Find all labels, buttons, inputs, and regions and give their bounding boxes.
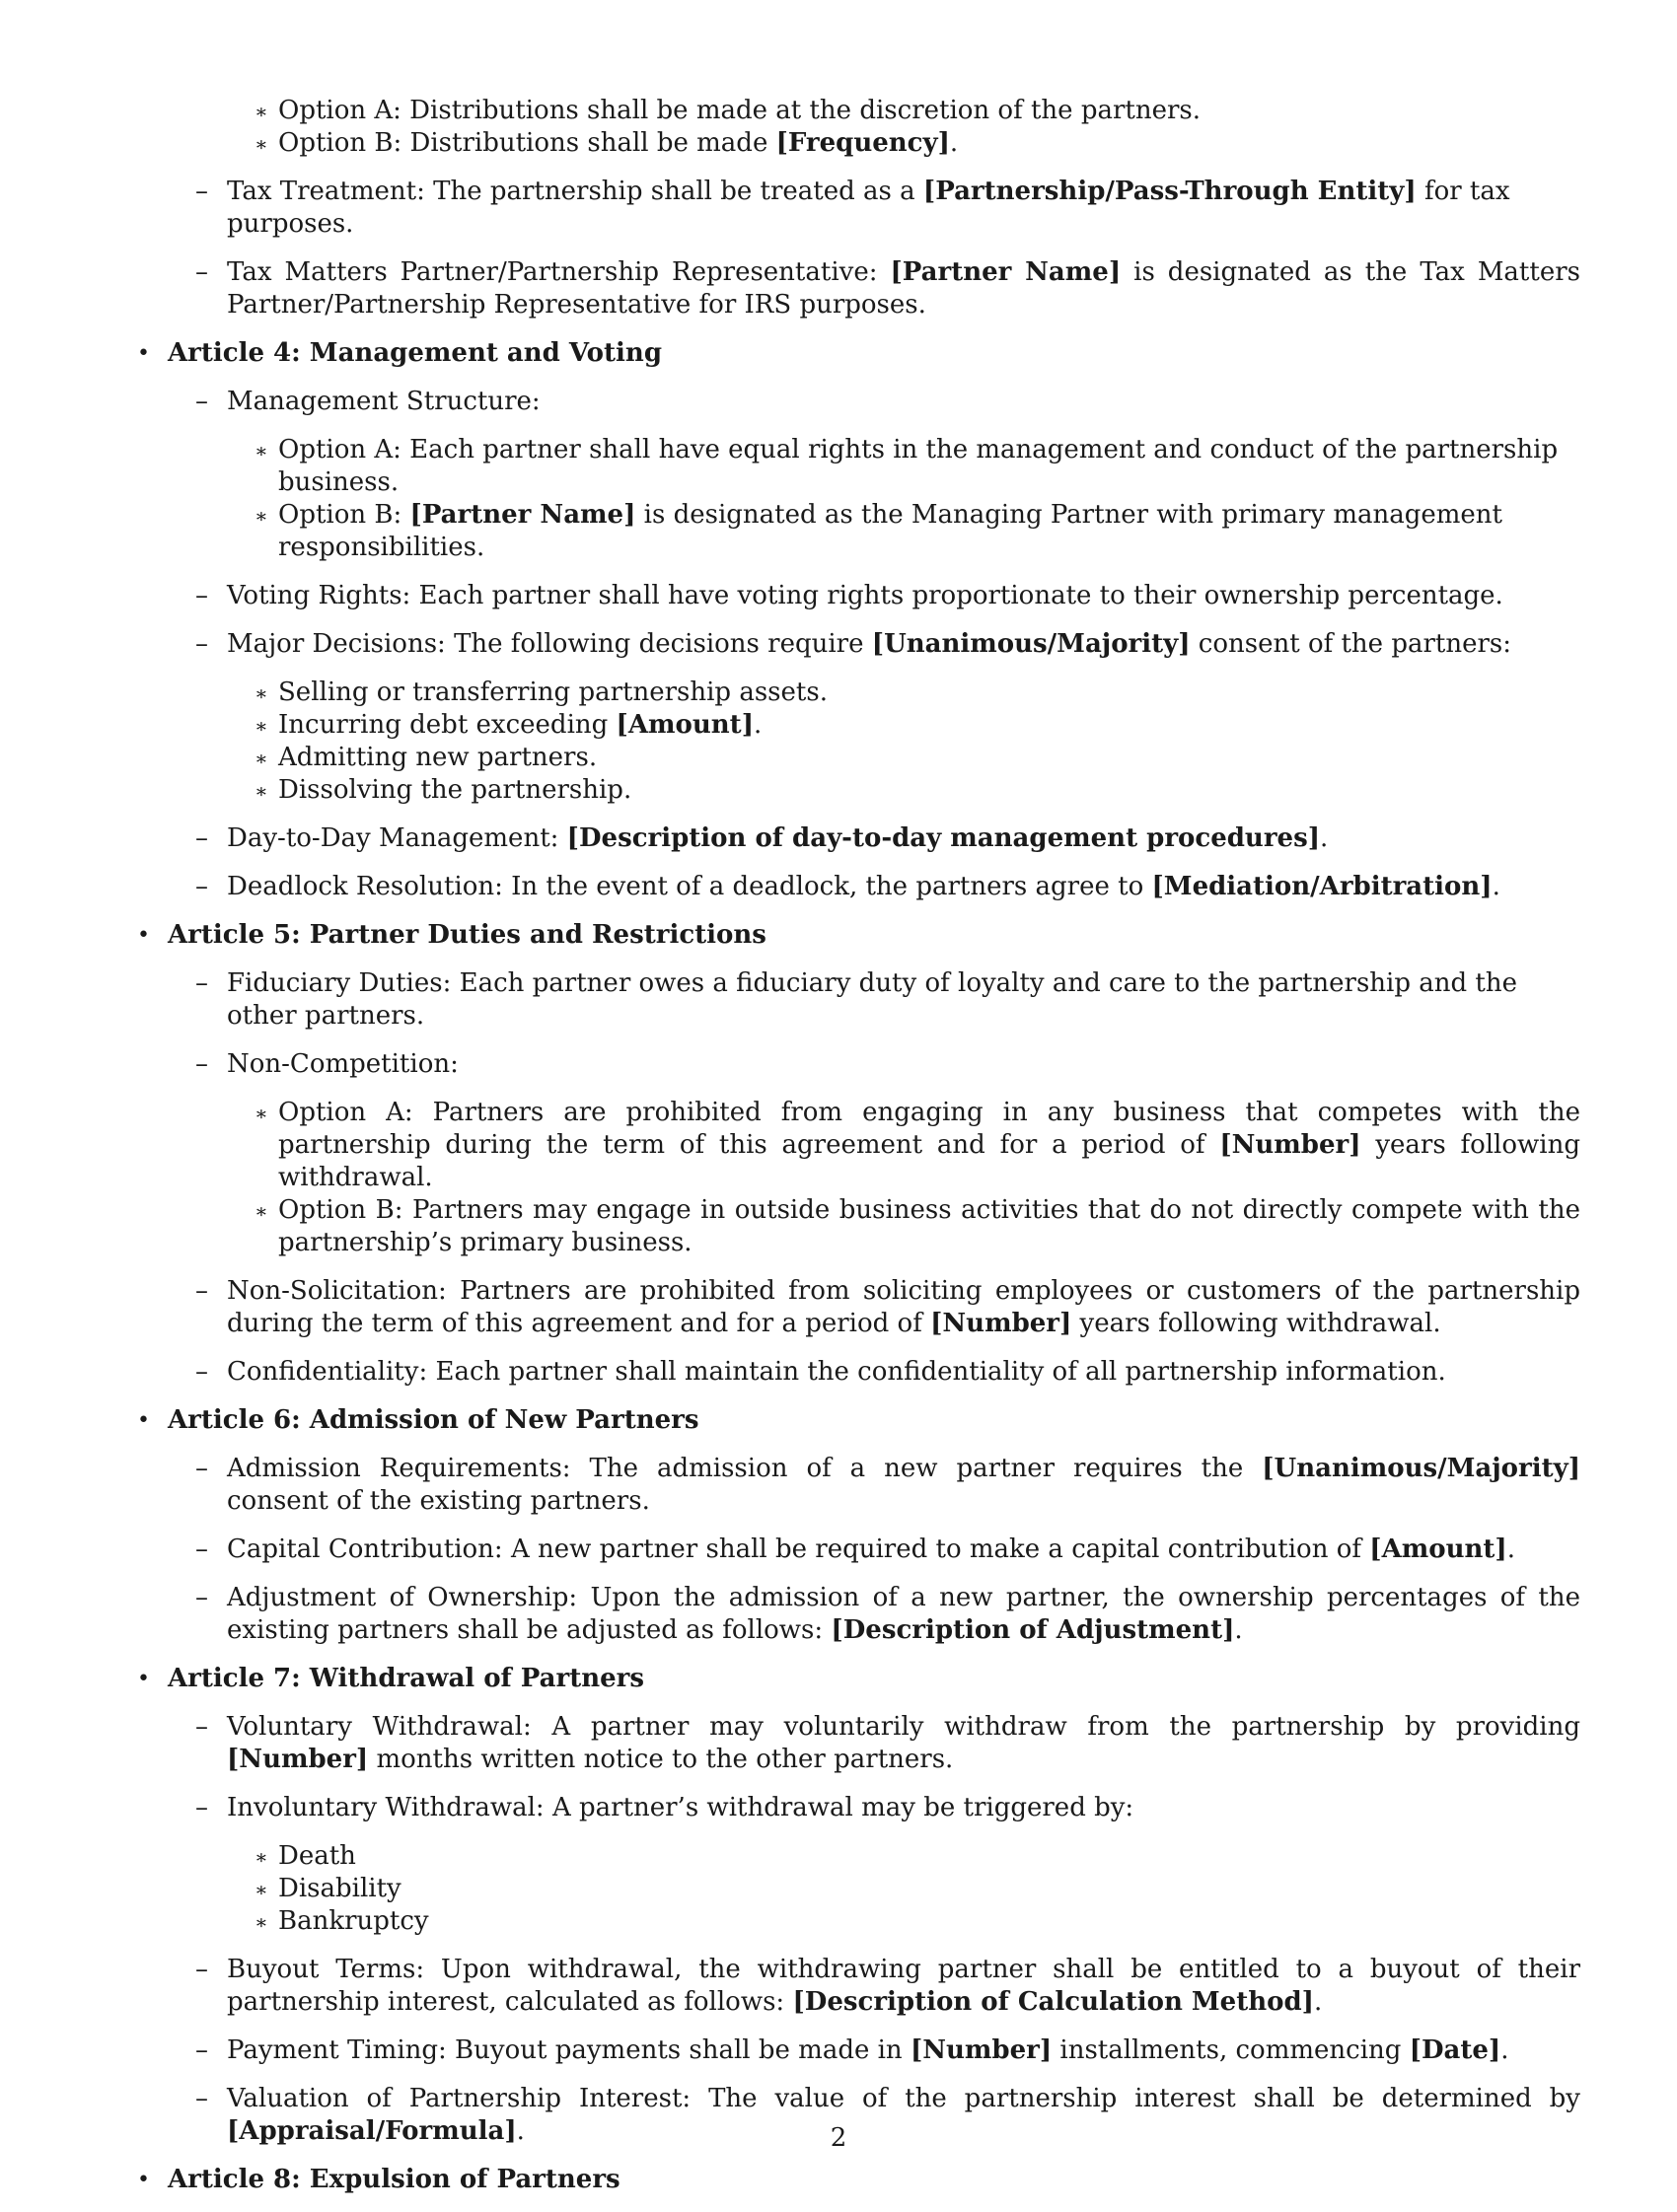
- placeholder-field: [Date]: [1409, 2035, 1501, 2065]
- sub-list-item: ∗ Option A: Each partner shall have equal rights in the management and conduct of the partnership business.: [255, 435, 1559, 497]
- bullet-icon: •: [137, 341, 150, 366]
- placeholder-field: [Number]: [930, 1309, 1072, 1338]
- article-title: Article 7: Withdrawal of Partners: [168, 1664, 644, 1693]
- page-number: 2: [830, 2123, 847, 2153]
- list-item: – Major Decisions: The following decisions require [Unanimous/Majority] consent of the partners: ∗ Selling or transferring partnership assets. ∗ Incurring debt exceeding [Amount]. ∗ Admitting new partners. ∗ Dissolving the partnership.: [168, 628, 1580, 807]
- placeholder-field: [Description of Calculation Method]: [792, 1987, 1314, 2017]
- placeholder-field: [Number]: [910, 2035, 1053, 2065]
- sub-list: [227, 1097, 1580, 1259]
- list-item: – Deadlock Resolution: In the event of a deadlock, the partners agree to [Mediation/Arbitration].: [195, 872, 1500, 901]
- asterisk-bullet-icon: ∗: [255, 504, 268, 528]
- asterisk-bullet-icon: ∗: [255, 1878, 268, 1901]
- option-text: Option A: Distributions shall be made at the discretion of the partners.: [278, 96, 1202, 125]
- list-item: – Admission Requirements: The admission of a new partner requires the [Unanimous/Majority] consent of the existing partners.: [195, 1454, 1580, 1516]
- sub-list-item: ∗ Dissolving the partnership.: [227, 774, 1580, 807]
- asterisk-bullet-icon: ∗: [255, 714, 268, 738]
- option-item: ∗ Option B: Distributions shall be made [Frequency].: [227, 127, 1580, 160]
- dash-bullet-icon: –: [195, 1357, 208, 1387]
- document-page: [134, 97, 1580, 2212]
- placeholder-field: [Amount]: [1369, 1534, 1507, 1564]
- dash-bullet-icon: –: [195, 968, 208, 998]
- list-item: – Day-to-Day Management: [Description of day-to-day management procedures].: [195, 823, 1329, 853]
- asterisk-bullet-icon: ∗: [255, 1199, 268, 1223]
- placeholder-field: [Number]: [227, 1745, 369, 1774]
- placeholder-field: [Partner Name]: [890, 257, 1122, 287]
- asterisk-bullet-icon: ∗: [255, 1102, 268, 1125]
- sub-list-item: ∗ Disability: [227, 1873, 1580, 1905]
- list-item: – Voluntary Withdrawal: A partner may voluntarily withdraw from the partnership by providing [Number] months written notice to the other partners.: [195, 1712, 1580, 1774]
- article-continuation: [134, 95, 1580, 321]
- dash-bullet-icon: –: [195, 2084, 208, 2113]
- placeholder-field: [Appraisal/Formula]: [227, 2116, 517, 2146]
- article-items: [168, 386, 1580, 903]
- placeholder-field: [Unanimous/Majority]: [1262, 1454, 1580, 1483]
- dash-bullet-icon: –: [195, 1454, 208, 1483]
- article-8: [134, 2164, 1580, 2196]
- asterisk-bullet-icon: ∗: [255, 1845, 268, 1869]
- sub-list-item: ∗ Admitting new partners.: [227, 742, 1580, 774]
- placeholder-field: [Description of Adjustment]: [831, 1615, 1235, 1645]
- distribution-options-item: [168, 95, 1580, 160]
- article-items: [168, 1711, 1580, 2148]
- dash-bullet-icon: –: [195, 2035, 208, 2065]
- dash-bullet-icon: –: [195, 387, 208, 416]
- list-item: – Buyout Terms: Upon withdrawal, the withdrawing partner shall be entitled to a buyout of their partnership interest, calculated as follows: [Description of Calculation Method].: [195, 1955, 1580, 2017]
- sub-list-item: ∗ Selling or transferring partnership assets.: [227, 677, 1580, 709]
- article-5: [134, 919, 1580, 1389]
- list-item: – Confidentiality: Each partner shall maintain the confidentiality of all partnership information.: [195, 1357, 1446, 1387]
- distribution-options: [227, 95, 1580, 160]
- list-item: – Involuntary Withdrawal: A partner’s withdrawal may be triggered by: ∗ Death ∗ Disability ∗ Bankruptcy: [168, 1792, 1580, 1938]
- sub-list-item: ∗ Bankruptcy: [227, 1905, 1580, 1938]
- dash-bullet-icon: –: [195, 1712, 208, 1742]
- dash-bullet-icon: –: [195, 581, 208, 610]
- continuation-items: [168, 95, 1580, 321]
- asterisk-bullet-icon: ∗: [255, 439, 268, 463]
- tax-matters-partner-item: – Tax Matters Partner/Partnership Representative: [Partner Name] is designated as the Tax Matters Partner/Partnership Representative for IRS purposes.: [195, 257, 1580, 320]
- article-6: [134, 1404, 1580, 1647]
- list-item: – Non-Competition: ∗ Option A: Partners are prohibited from engaging in any business that competes with the partnership during the term of this agreement and for a period of [Number] years following withdrawal. ∗ Option B: Partners may engage in outside business activities that do not directly compete with the partnership’s primary business.: [195, 1049, 1580, 1257]
- sub-list-item: ∗ Option B: [Partner Name] is designated as the Managing Partner with primary management responsibilities.: [255, 500, 1502, 562]
- list-item: – Fiduciary Duties: Each partner owes a fiduciary duty of loyalty and care to the partnership and the other partners.: [195, 968, 1518, 1031]
- dash-bullet-icon: –: [195, 1583, 208, 1612]
- list-item: – Management Structure: ∗ Option A: Each partner shall have equal rights in the management and conduct of the partnership business. ∗ Option B: [Partner Name] is designated as the Managing Partner with primary management responsibilities.: [168, 386, 1580, 564]
- placeholder-field: [Partnership/Pass-Through Entity]: [922, 177, 1417, 206]
- placeholder-field: [Description of day-to-day management procedures]: [566, 823, 1321, 853]
- asterisk-bullet-icon: ∗: [255, 747, 268, 770]
- sub-list-item: ∗ Option A: Partners are prohibited from engaging in any business that competes with the partnership during the term of this agreement and for a period of [Number] years following withdrawal.: [255, 1098, 1580, 1192]
- list-item: – Voting Rights: Each partner shall have voting rights proportionate to their ownership percentage.: [195, 581, 1503, 610]
- dash-bullet-icon: –: [195, 257, 208, 287]
- dash-bullet-icon: –: [195, 1793, 208, 1822]
- sub-list-item: ∗ Option B: Partners may engage in outside business activities that do not directly compete with the partnership’s primary business.: [255, 1195, 1580, 1257]
- placeholder-field: [Partner Name]: [409, 500, 636, 530]
- dash-bullet-icon: –: [195, 1955, 208, 1984]
- article-title: Article 8: Expulsion of Partners: [168, 2165, 620, 2194]
- placeholder-field: [Mediation/Arbitration]: [1151, 872, 1493, 901]
- asterisk-bullet-icon: ∗: [255, 1910, 268, 1934]
- placeholder-field: [Unanimous/Majority]: [871, 629, 1191, 659]
- article-items: [168, 1453, 1580, 1647]
- article-7: [134, 1663, 1580, 2148]
- sub-list: [227, 434, 1580, 564]
- placeholder-field: [Number]: [1219, 1130, 1361, 1160]
- dash-bullet-icon: –: [195, 1049, 208, 1079]
- list-item: – Payment Timing: Buyout payments shall be made in [Number] installments, commencing [Date].: [195, 2035, 1509, 2065]
- list-item: – Adjustment of Ownership: Upon the admission of a new partner, the ownership percentages of the existing partners shall be adjusted as follows: [Description of Adjustment].: [195, 1583, 1580, 1645]
- bullet-icon: •: [137, 1408, 150, 1433]
- dash-bullet-icon: –: [195, 177, 208, 206]
- placeholder-field: [Amount]: [616, 710, 754, 740]
- article-4: [134, 337, 1580, 903]
- list-item: – Capital Contribution: A new partner shall be required to make a capital contribution of [Amount].: [195, 1534, 1515, 1564]
- dash-bullet-icon: –: [195, 823, 208, 853]
- asterisk-bullet-icon: ∗: [255, 779, 268, 803]
- dash-bullet-icon: –: [195, 629, 208, 659]
- sub-list-item: ∗ Death: [227, 1840, 1580, 1873]
- asterisk-bullet-icon: ∗: [255, 132, 268, 156]
- sub-list-item: ∗ Incurring debt exceeding [Amount].: [227, 709, 1580, 742]
- bullet-icon: •: [137, 2168, 150, 2192]
- tax-treatment-item: – Tax Treatment: The partnership shall be treated as a [Partnership/Pass-Through Entity] for tax purposes.: [195, 177, 1510, 239]
- article-title: Article 5: Partner Duties and Restrictions: [168, 920, 766, 950]
- placeholder-field: [Frequency]: [775, 128, 950, 158]
- dash-bullet-icon: –: [195, 1276, 208, 1306]
- dash-bullet-icon: –: [195, 1534, 208, 1564]
- option-item: [227, 95, 1580, 127]
- bullet-icon: •: [137, 1667, 150, 1691]
- list-item: – Non-Solicitation: Partners are prohibited from soliciting employees or customers of the partnership during the term of this agreement and for a period of [Number] years following withdrawal.: [195, 1276, 1580, 1338]
- sub-list: [227, 1840, 1580, 1938]
- list-item: – Valuation of Partnership Interest: The value of the partnership interest shall be determined by [Appraisal/Formula].: [195, 2084, 1580, 2146]
- asterisk-bullet-icon: ∗: [255, 100, 268, 123]
- article-items: [168, 967, 1580, 1389]
- dash-bullet-icon: –: [195, 872, 208, 901]
- sub-list: [227, 677, 1580, 807]
- bullet-icon: •: [137, 923, 150, 948]
- article-title: Article 6: Admission of New Partners: [168, 1405, 699, 1435]
- article-title: Article 4: Management and Voting: [168, 338, 662, 368]
- asterisk-bullet-icon: ∗: [255, 681, 268, 705]
